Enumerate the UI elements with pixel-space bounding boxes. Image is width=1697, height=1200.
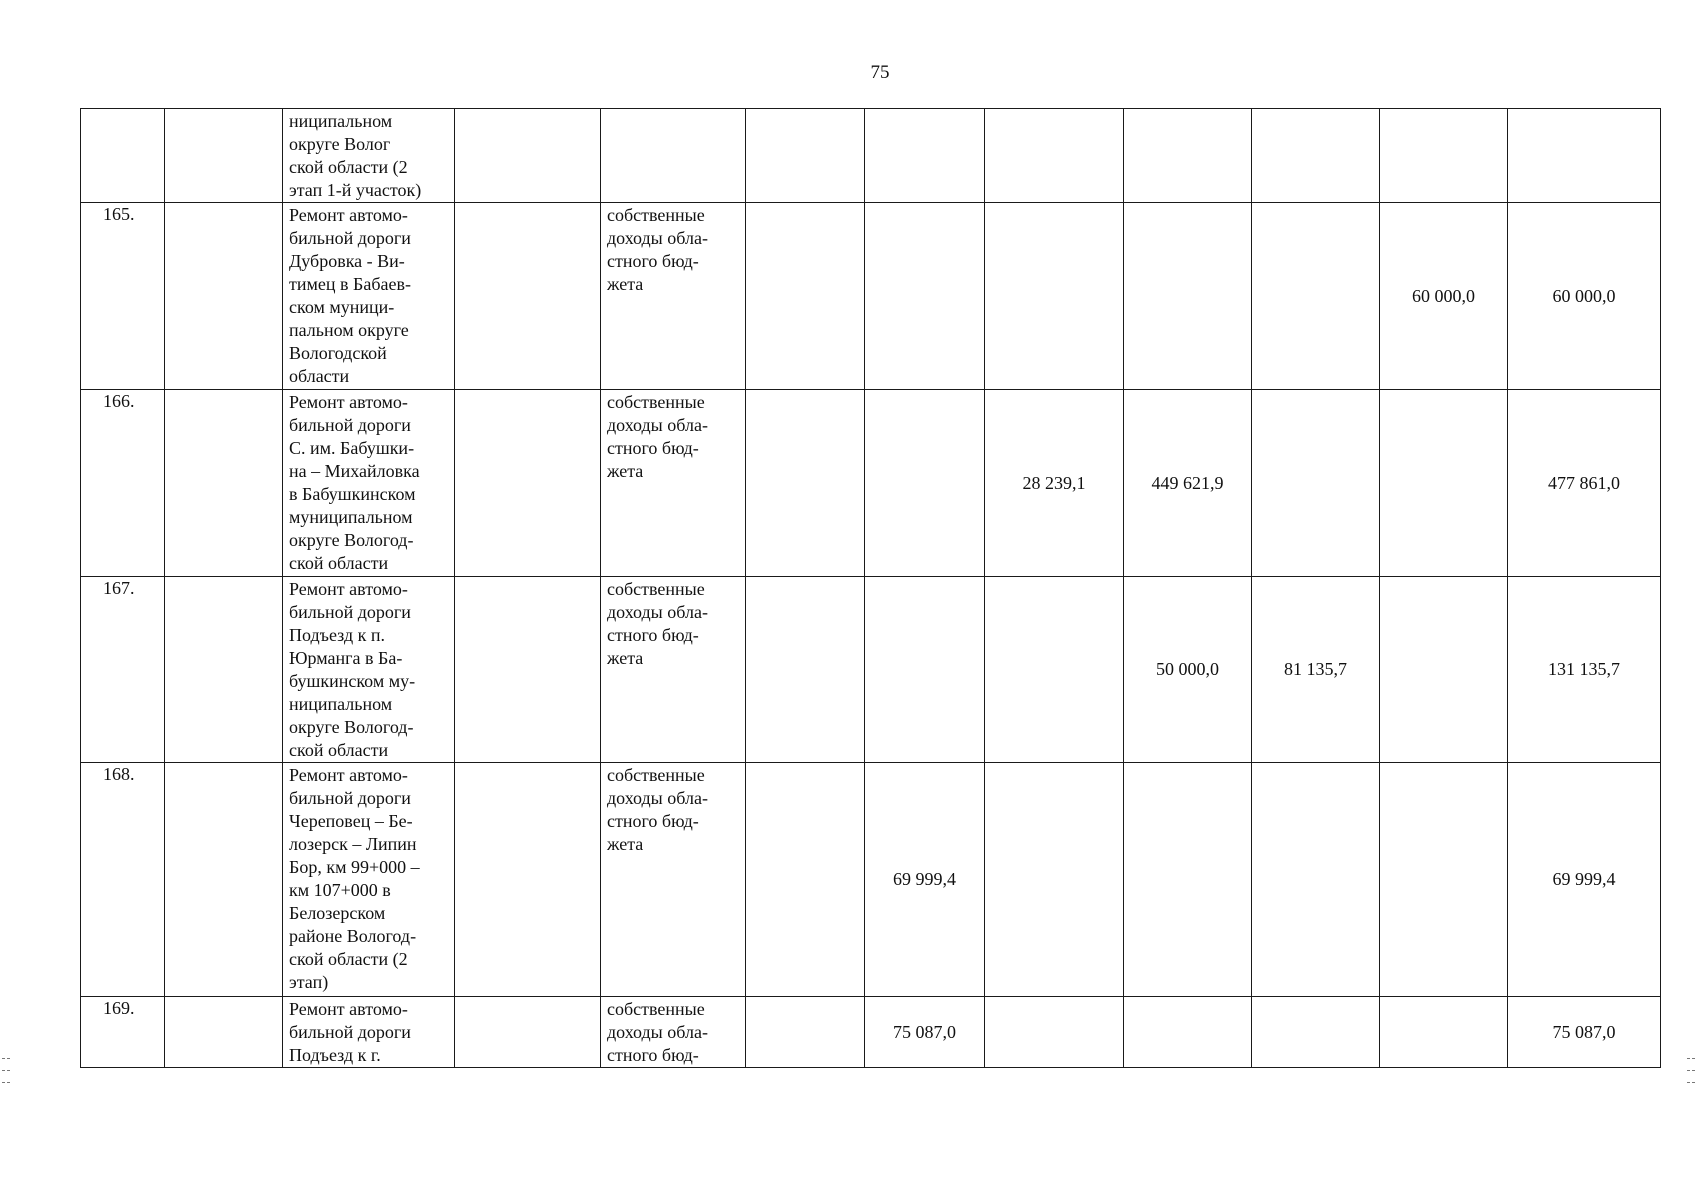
object-name-line: округе Волог: [289, 134, 391, 154]
cell-value-2026: [1252, 763, 1380, 997]
object-name-line: Бор, км 99+000 –: [289, 857, 420, 877]
cell-value-2025: [1124, 763, 1252, 997]
cell-empty: [455, 763, 601, 997]
cell-source: [601, 763, 746, 997]
cell-empty: [165, 109, 283, 203]
cell-empty: [746, 577, 865, 763]
cell-value-2023: 75 087,0: [865, 997, 985, 1068]
table-row: [81, 577, 1661, 763]
cell-value-2027: [1380, 390, 1508, 577]
object-name-line: Белозерском: [289, 903, 386, 923]
table-row-continuation: [81, 109, 1661, 203]
cell-total: 75 087,0: [1508, 997, 1661, 1068]
budget-table: [80, 108, 1661, 1068]
cell-value-2026: [1252, 109, 1380, 203]
cell-value-2027: 60 000,0: [1380, 203, 1508, 390]
cell-value-2025: 449 621,9: [1124, 390, 1252, 577]
cell-empty: [746, 763, 865, 997]
object-name-line: Ремонт автомо-: [289, 205, 408, 225]
funding-source-line: собственные: [607, 392, 705, 412]
cell-empty: [746, 203, 865, 390]
object-name-line: ниципальном: [289, 694, 393, 714]
cell-num: 166.: [81, 390, 165, 577]
object-name-line: ской области (2: [289, 949, 408, 969]
object-name-line: этап 1-й участок): [289, 180, 422, 200]
cell-total: 131 135,7: [1508, 577, 1661, 763]
object-name-line: ской области: [289, 553, 389, 573]
object-name-line: км 107+000 в: [289, 880, 391, 900]
object-name-line: районе Вологод-: [289, 926, 417, 946]
cell-source: [601, 997, 746, 1068]
cell-value-2024: [985, 203, 1124, 390]
cell-value-2027: [1380, 577, 1508, 763]
cell-object-name: [283, 390, 455, 577]
funding-source-line: жета: [607, 648, 644, 668]
cell-source: [601, 109, 746, 203]
cell-object-name: [283, 109, 455, 203]
object-name-line: бильной дороги: [289, 602, 411, 622]
cell-object-name: [283, 997, 455, 1068]
funding-source-line: стного бюд-: [607, 811, 699, 831]
cell-source: [601, 577, 746, 763]
cell-empty: [455, 109, 601, 203]
cell-value-2027: [1380, 997, 1508, 1068]
table-row: [81, 763, 1661, 997]
object-name-line: бильной дороги: [289, 415, 411, 435]
cell-num: 169.: [81, 997, 165, 1068]
cell-value-2026: [1252, 390, 1380, 577]
cell-num: 168.: [81, 763, 165, 997]
cell-empty: [455, 203, 601, 390]
object-name-line: ниципальном: [289, 111, 393, 131]
cell-empty: [746, 997, 865, 1068]
object-name-line: ской области: [289, 740, 389, 760]
object-name-line: Подъезд к г.: [289, 1045, 381, 1065]
object-name-line: области: [289, 366, 350, 386]
cell-value-2023: [865, 390, 985, 577]
cell-source: [601, 390, 746, 577]
table-row: [81, 997, 1661, 1068]
cell-value-2026: 81 135,7: [1252, 577, 1380, 763]
object-name-line: муниципальном: [289, 507, 413, 527]
funding-source-line: жета: [607, 461, 644, 481]
funding-source-line: доходы обла-: [607, 415, 708, 435]
object-name-line: ском муници-: [289, 297, 395, 317]
object-name-line: бильной дороги: [289, 228, 411, 248]
object-name-line: этап): [289, 972, 329, 992]
object-name-line: округе Вологод-: [289, 717, 414, 737]
table-row: [81, 203, 1661, 390]
cell-empty: [165, 763, 283, 997]
cell-object-name: [283, 203, 455, 390]
object-name-line: ской области (2: [289, 157, 408, 177]
cell-empty: [165, 997, 283, 1068]
object-name-line: бильной дороги: [289, 788, 411, 808]
cell-value-2025: [1124, 109, 1252, 203]
funding-source-line: стного бюд-: [607, 251, 699, 271]
object-name-line: тимец в Бабаев-: [289, 274, 411, 294]
object-name-line: Ремонт автомо-: [289, 999, 408, 1019]
funding-source-line: стного бюд-: [607, 1045, 699, 1065]
cell-empty: [455, 997, 601, 1068]
cell-value-2027: [1380, 763, 1508, 997]
cell-value-2025: 50 000,0: [1124, 577, 1252, 763]
cell-empty: [455, 577, 601, 763]
cell-total: 60 000,0: [1508, 203, 1661, 390]
cell-total: 477 861,0: [1508, 390, 1661, 577]
funding-source-line: собственные: [607, 999, 705, 1019]
cell-num: 165.: [81, 203, 165, 390]
object-name-line: в Бабушкинском: [289, 484, 416, 504]
funding-source-line: стного бюд-: [607, 438, 699, 458]
cell-value-2023: [865, 577, 985, 763]
cell-empty: [746, 390, 865, 577]
funding-source-line: стного бюд-: [607, 625, 699, 645]
cell-value-2024: [985, 109, 1124, 203]
cell-object-name: [283, 577, 455, 763]
object-name-line: Подъезд к п.: [289, 625, 385, 645]
object-name-line: С. им. Бабушки-: [289, 438, 415, 458]
cell-value-2023: 69 999,4: [865, 763, 985, 997]
object-name-line: лозерск – Липин: [289, 834, 417, 854]
cell-value-2024: [985, 577, 1124, 763]
funding-source-line: доходы обла-: [607, 228, 708, 248]
object-name-line: Ремонт автомо-: [289, 392, 408, 412]
cell-object-name: [283, 763, 455, 997]
funding-source-line: жета: [607, 274, 644, 294]
object-name-line: Череповец – Бе-: [289, 811, 413, 831]
cell-empty: [165, 577, 283, 763]
object-name-line: Юрманга в Ба-: [289, 648, 403, 668]
cell-empty: [165, 203, 283, 390]
cell-value-2026: [1252, 203, 1380, 390]
funding-source-line: собственные: [607, 579, 705, 599]
funding-source-line: собственные: [607, 205, 705, 225]
cell-value-2024: [985, 997, 1124, 1068]
cell-empty: [455, 390, 601, 577]
funding-source-line: доходы обла-: [607, 602, 708, 622]
cell-total: 69 999,4: [1508, 763, 1661, 997]
funding-source-line: доходы обла-: [607, 788, 708, 808]
object-name-line: Ремонт автомо-: [289, 579, 408, 599]
object-name-line: Ремонт автомо-: [289, 765, 408, 785]
cell-source: [601, 203, 746, 390]
cell-value-2023: [865, 109, 985, 203]
object-name-line: бушкинском му-: [289, 671, 416, 691]
cell-num: [81, 109, 165, 203]
cell-total: [1508, 109, 1661, 203]
funding-source-line: доходы обла-: [607, 1022, 708, 1042]
cell-value-2026: [1252, 997, 1380, 1068]
funding-source-line: собственные: [607, 765, 705, 785]
object-name-line: бильной дороги: [289, 1022, 411, 1042]
cell-value-2023: [865, 203, 985, 390]
object-name-line: на – Михайловка: [289, 461, 420, 481]
table-row: [81, 390, 1661, 577]
cell-value-2024: [985, 763, 1124, 997]
cell-value-2025: [1124, 203, 1252, 390]
object-name-line: округе Вологод-: [289, 530, 414, 550]
cell-empty: [165, 390, 283, 577]
page-number: 75: [870, 62, 890, 83]
cell-empty: [746, 109, 865, 203]
funding-source-line: жета: [607, 834, 644, 854]
cell-value-2024: 28 239,1: [985, 390, 1124, 577]
cell-value-2025: [1124, 997, 1252, 1068]
object-name-line: Вологодской: [289, 343, 387, 363]
cell-num: 167.: [81, 577, 165, 763]
object-name-line: пальном округе: [289, 320, 409, 340]
object-name-line: Дубровка - Ви-: [289, 251, 405, 271]
cell-value-2027: [1380, 109, 1508, 203]
